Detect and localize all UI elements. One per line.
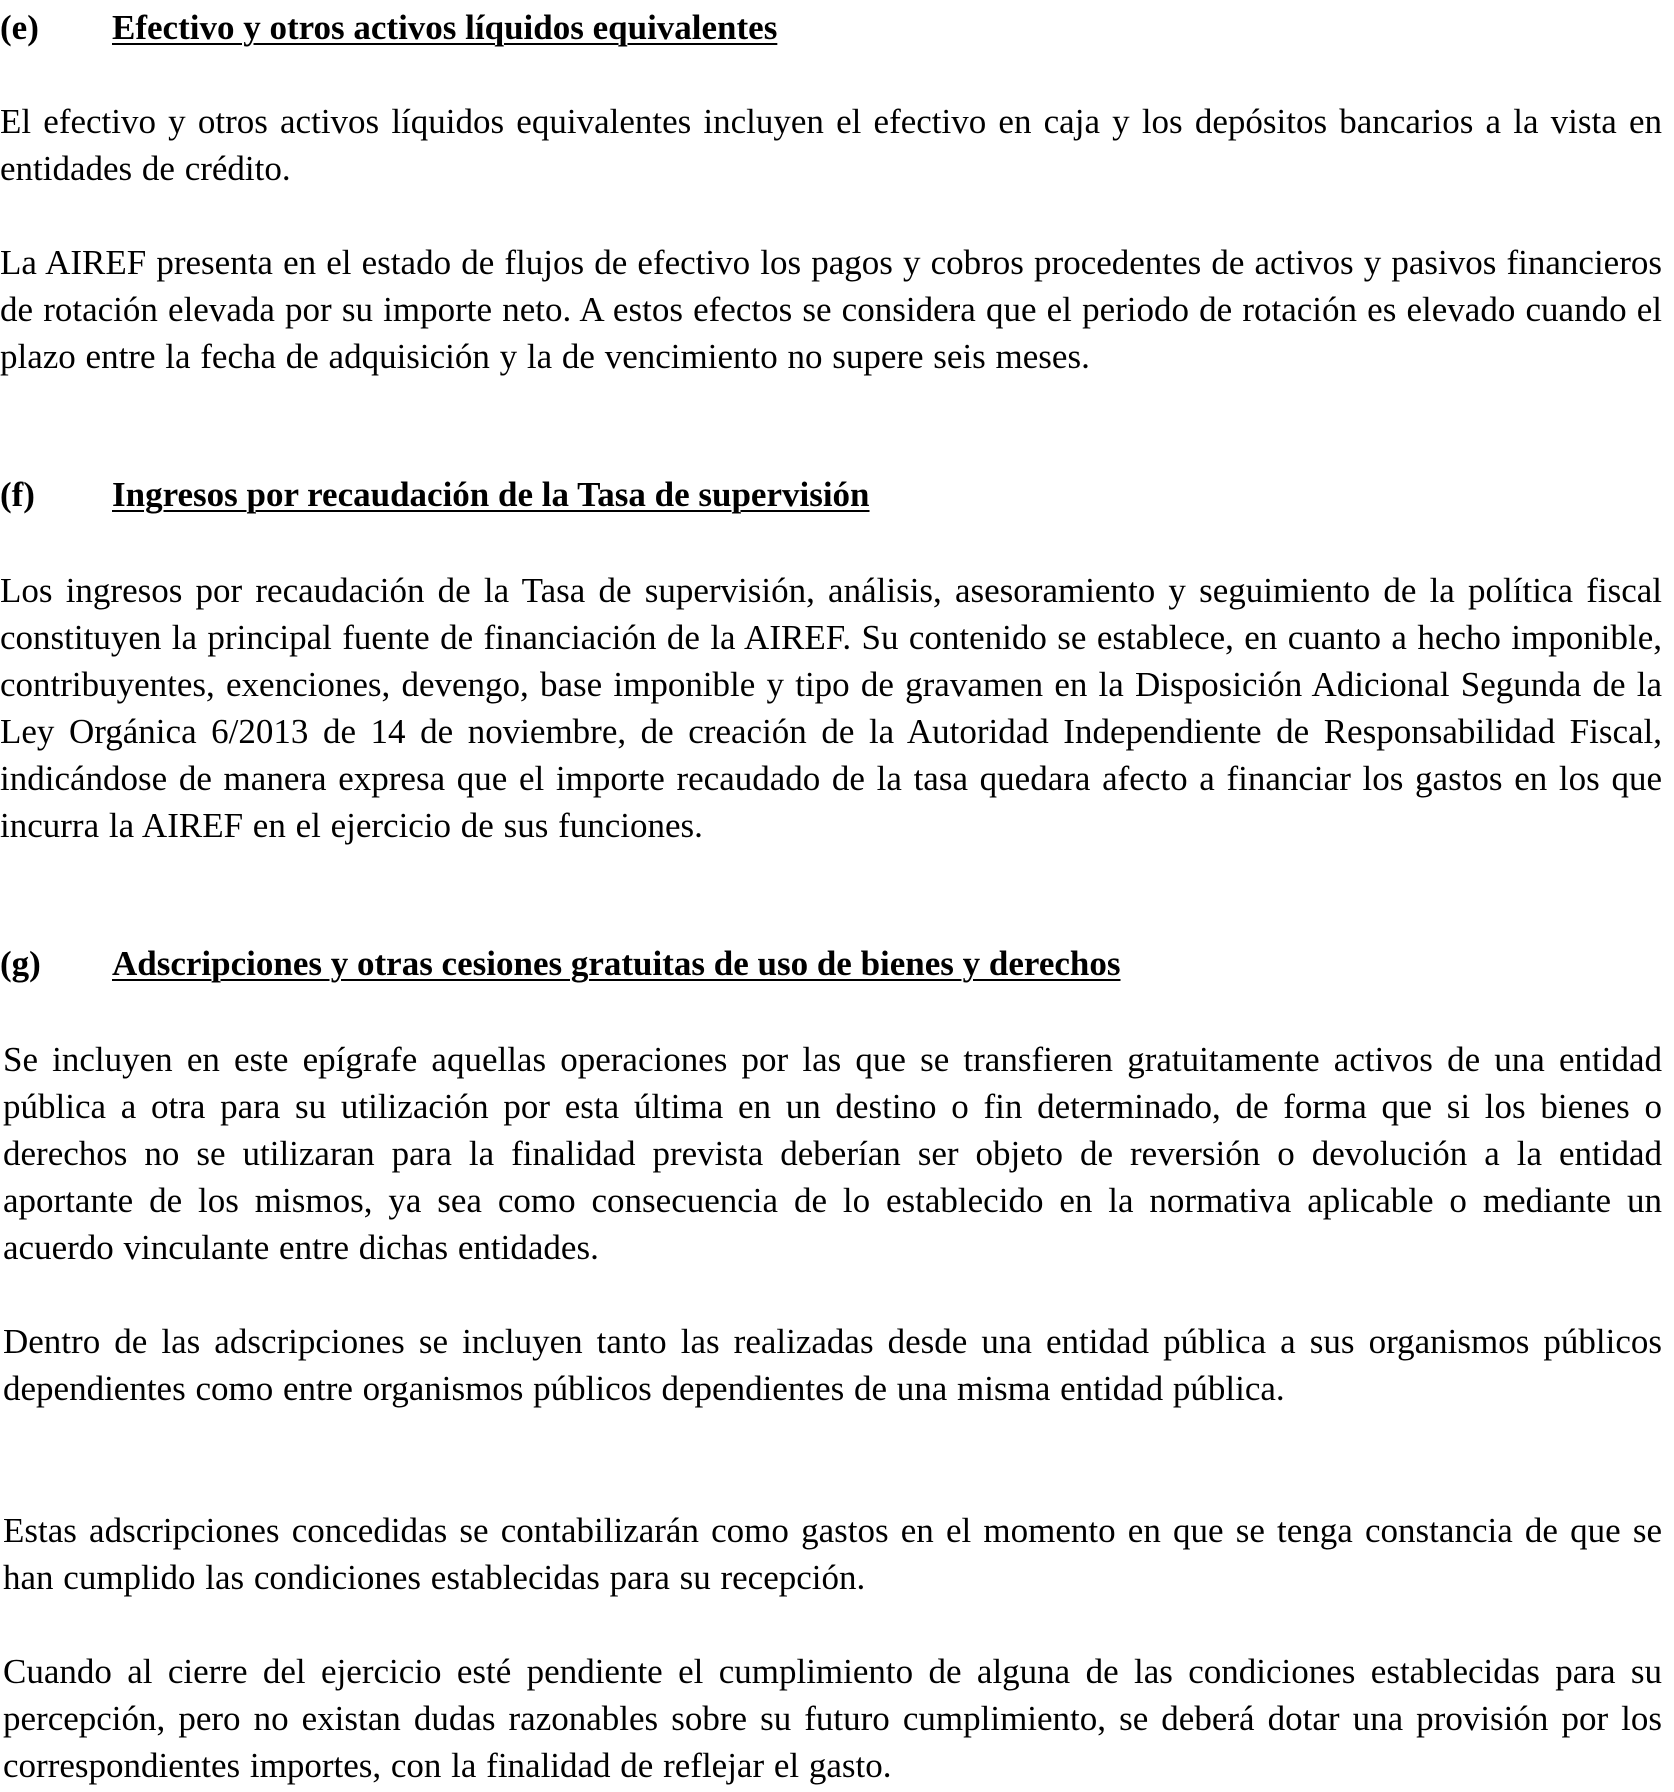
section-title: Efectivo y otros activos líquidos equivalentes bbox=[112, 8, 778, 47]
paragraph: Se incluyen en este epígrafe aquellas operaciones por las que se transfieren gratuitamente activos de una entidad pública a otra para su utilización por esta última en un destino o fin determinado, de forma que si los bienes o derechos no se utilizaran para la finalidad prevista deberían ser objeto de reversión o devolución a la entidad aportante de los mismos, ya sea como consecuencia de lo establecido en la normativa aplicable o mediante un acuerdo vinculante entre dichas entidades. bbox=[3, 1040, 1662, 1267]
section-letter: (g) bbox=[0, 944, 41, 983]
section-letter: (e) bbox=[0, 8, 39, 47]
section-f bbox=[0, 472, 1662, 518]
paragraph: Estas adscripciones concedidas se contabilizarán como gastos en el momento en que se tenga constancia de que se han cumplido las condiciones establecidas para su recepción. bbox=[3, 1511, 1662, 1597]
paragraph: Cuando al cierre del ejercicio esté pendiente el cumplimiento de alguna de las condiciones establecidas para su percepción, pero no existan dudas razonables sobre su futuro cumplimiento, se deberá dotar una provisión por los correspondientes importes, con la finalidad de reflejar el gasto. bbox=[3, 1652, 1662, 1785]
paragraph: La AIREF presenta en el estado de flujos de efectivo los pagos y cobros procedentes de activos y pasivos financieros de rotación elevada por su importe neto. A estos efectos se considera que el periodo de rotación es elevado cuando el plazo entre la fecha de adquisición y la de vencimiento no supere seis meses. bbox=[0, 243, 1662, 376]
section-title: Adscripciones y otras cesiones gratuitas de uso de bienes y derechos bbox=[112, 944, 1121, 983]
paragraph: El efectivo y otros activos líquidos equivalentes incluyen el efectivo en caja y los depósitos bancarios a la vista en entidades de crédito. bbox=[0, 102, 1662, 188]
section-e bbox=[0, 5, 1662, 51]
section-title: Ingresos por recaudación de la Tasa de supervisión bbox=[112, 475, 870, 514]
paragraph: Los ingresos por recaudación de la Tasa de supervisión, análisis, asesoramiento y seguimiento de la política fiscal constituyen la principal fuente de financiación de la AIREF. Su contenido se establece, en cuanto a hecho imponible, contribuyentes, exenciones, devengo, base imponible y tipo de gravamen en la Disposición Adicional Segunda de la Ley Orgánica 6/2013 de 14 de noviembre, de creación de la Autoridad Independiente de Responsabilidad Fiscal, indicándose de manera expresa que el importe recaudado de la tasa quedara afecto a financiar los gastos en los que incurra la AIREF en el ejercicio de sus funciones. bbox=[0, 571, 1662, 845]
section-heading-e bbox=[0, 5, 1662, 51]
section-heading-g bbox=[0, 941, 1662, 987]
section-heading-f bbox=[0, 472, 1662, 518]
section-letter: (f) bbox=[0, 475, 35, 514]
section-g bbox=[0, 941, 1662, 987]
paragraph: Dentro de las adscripciones se incluyen tanto las realizadas desde una entidad pública a sus organismos públicos dependientes como entre organismos públicos dependientes de una misma entidad pública. bbox=[3, 1322, 1662, 1408]
